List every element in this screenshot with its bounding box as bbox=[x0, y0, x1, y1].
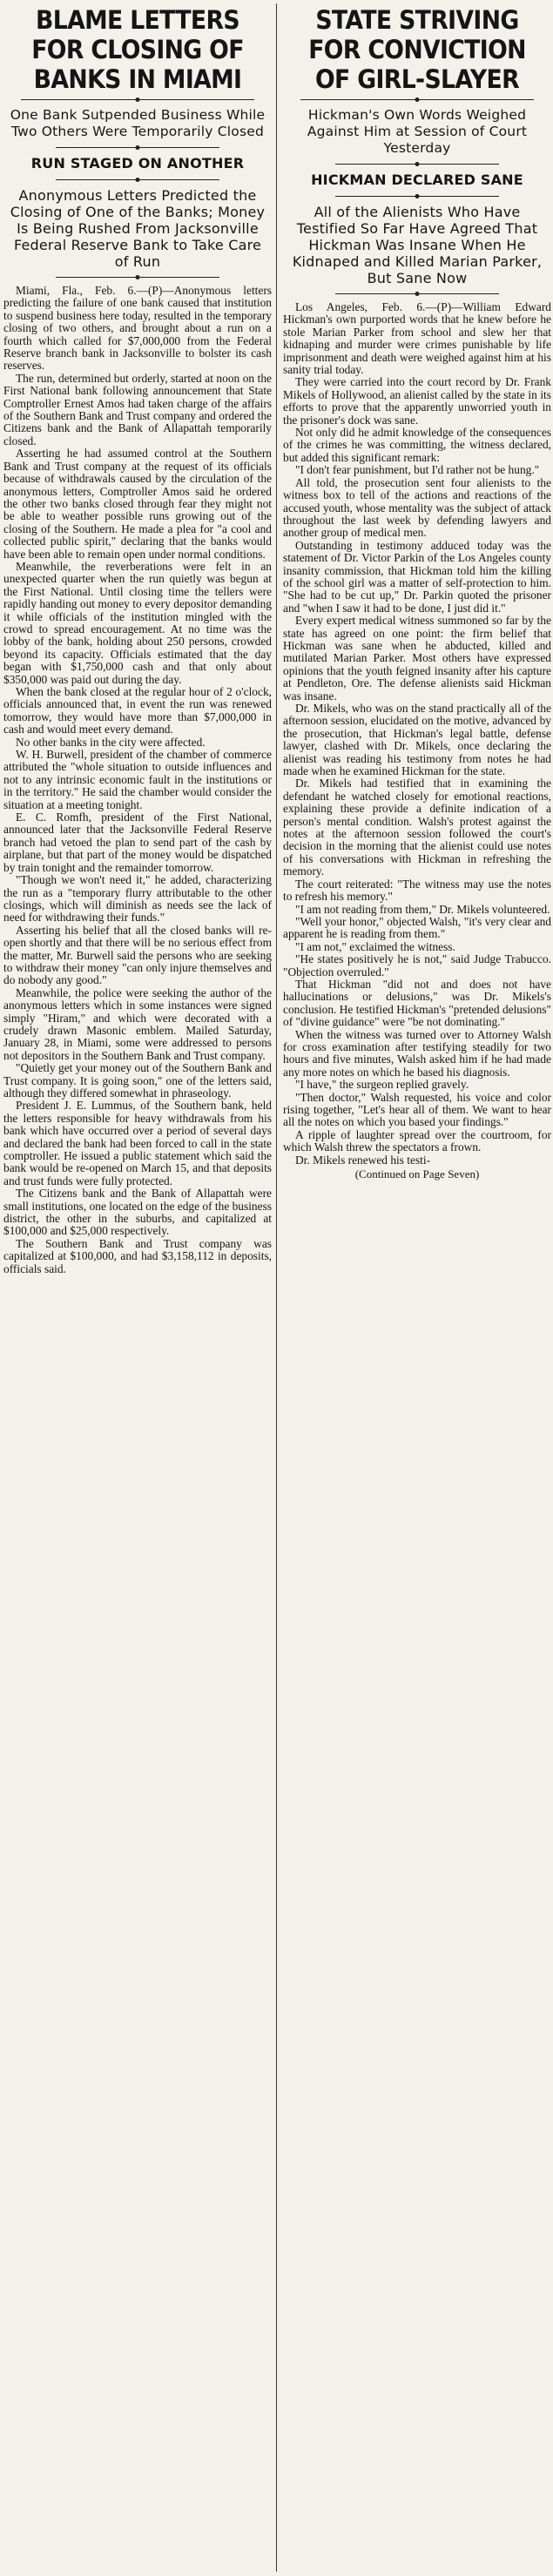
paragraph: The court reiterated: "The witness may use the notes to refresh his memory." bbox=[283, 877, 551, 904]
paragraph: W. H. Burwell, president of the chamber of commerce attributed the "whole situation to outside influences and not to any intrinsic economic fault in the institutions or in the territory." He said the chamber would consider the situation at a meeting tonight. bbox=[3, 748, 272, 811]
paragraph: "He states positively he is not," said Judge Trabucco. "Objection overruled." bbox=[283, 952, 551, 979]
paragraph: "I am not," exclaimed the witness. bbox=[295, 939, 455, 953]
paragraph: Meanwhile, the police were seeking the author of the anonymous letters which in some instances were signed simply "Hiram," and which were decorated with a crudely drawn Masonic emblem. Mailed Saturday, January 28, in Miami, some were addressed to persons not depositors in the Southern Bank and Trust company. bbox=[3, 985, 272, 1062]
paragraph: Outstanding in testimony adduced today was the statement of Dr. Victor Parkin of the Los Angeles county insanity commission, that Hickman told him the killing of the school girl was a matter of self-protection to him. "She had to be cut up," Dr. Parkin quoted the prisoner and "when I saw it had to be done, I just did it." bbox=[283, 538, 551, 615]
left-headline bbox=[3, 7, 272, 92]
paragraph: "I don't fear punishment, but I'd rather not be hung." bbox=[295, 463, 540, 477]
left-deck-2: Anonymous Letters Predicted the Closing of One of the Banks; Money Is Being Rushed From Jacksonville Federal Reserve Bank to Take Care of Run bbox=[10, 187, 266, 270]
right-subhead: HICKMAN DECLARED SANE bbox=[311, 172, 523, 188]
paragraph: E. C. Romfh, president of the First National, announced later that the Jacksonville Federal Reserve branch had vetoed the plan to send part of the cash by airplane, but that part of the money would be dispatched by train tonight and the remainder tomorrow. bbox=[3, 810, 272, 874]
paragraph: Asserting his belief that all the closed banks will re-open shortly and that there will be no serious effect from the matter, Mr. Burwell said the persons who are seeking to withdraw their money "can only injure themselves and do nobody any good." bbox=[3, 923, 272, 987]
paragraph: Dr. Mikels had testified that in examining the defendant he watched closely for emotional reactions, explaining these provide a definite indication of a person's mental condition. Walsh's protest against the notes at the afternoon session followed the court's decision in the morning that the alienist could use notes of his conversations with Hickman in refreshing the memory. bbox=[283, 777, 551, 878]
paragraph: That Hickman "did not and does not have hallucinations or delusions," was Dr. Mikels's conclusion. He testified Hickman's "pretended delusions" of "divine guidance" were "be not dominating." bbox=[283, 977, 551, 1029]
paragraph: The Southern Bank and Trust company was capitalized at $100,000, and had $3,158,112 in deposits, officials said. bbox=[3, 1236, 272, 1275]
right-deck-2: All of the Alienists Who Have Testified So Far Have Agreed That Hickman Was Insane When He Kidnaped and Killed Marian Parker, But Sane Now bbox=[292, 204, 543, 286]
divider bbox=[56, 147, 219, 148]
paragraph: Dr. Mikels, who was on the stand practically all of the afternoon session, elucidated on the motive, advanced by the prosecution, that Hickman's legal battle, defense lawyer, clashed with Dr. Mikels, once declaring the alienist was reading his testimony from notes he had made when he examined Hickman for the state. bbox=[283, 702, 551, 778]
divider bbox=[56, 277, 219, 278]
paragraph: Miami, Fla., Feb. 6.—(P)—Anonymous letters predicting the failure of one bank caused that institution to suspend business here today, resulted in the temporary closing of two others, and brought about a run on a fourth which called for $7,000,000 from the Federal Reserve branch bank in Jacksonville to bolster its cash reserves. bbox=[3, 284, 272, 373]
divider bbox=[300, 99, 534, 100]
divider bbox=[335, 164, 499, 165]
paragraph: When the bank closed at the regular hour of 2 o'clock, officials announced that, in event the run was renewed tomorrow, they would have more than $7,000,000 in cash and would meet every demand. bbox=[3, 685, 272, 736]
paragraph: The run, determined but orderly, started at noon on the First National bank following announcement that State Comptroller Ernest Amos had taken charge of the affairs of the Southern Bank and Trust company and ordered the Citizens bank and the Bank of Allapattah temporarily closed. bbox=[3, 371, 272, 447]
paragraph: The Citizens bank and the Bank of Allapattah were small institutions, one located on the edge of the business district, the other in the suburbs, and capitalized at $100,000 and $25,000 respectively. bbox=[3, 1187, 272, 1238]
paragraph: A ripple of laughter spread over the courtroom, for which Walsh threw the spectators a frown. bbox=[283, 1127, 551, 1154]
continued-note: (Continued on Page Seven) bbox=[354, 1167, 480, 1181]
right-article-body bbox=[283, 301, 551, 1167]
right-headline-line: OF GIRL-SLAYER bbox=[314, 64, 520, 94]
paragraph: "I am not reading from them," Dr. Mikels volunteered. bbox=[295, 902, 550, 916]
paragraph: When the witness was turned over to Attorney Walsh for cross examination after testifying steadily for two hours and five minutes, Walsh asked him if he had made any more notes on which he based his diagnosis. bbox=[283, 1027, 551, 1079]
left-headline-line: BANKS IN MIAMI bbox=[33, 64, 242, 94]
left-headline-line: FOR CLOSING OF bbox=[31, 35, 244, 64]
paragraph: Dr. Mikels renewed his testi- bbox=[295, 1153, 431, 1167]
left-article-body bbox=[3, 285, 272, 1275]
paragraph: "Then doctor," Walsh requested, his voice and color rising together, "Let's hear all of them. We want to hear all the notes on which you based your findings." bbox=[283, 1090, 551, 1129]
paragraph: They were carried into the court record by Dr. Frank Mikels of Hollywood, an alienist called by the state in its efforts to prove that the apparently unworried youth in the prisoner's dock was sane. bbox=[283, 375, 551, 427]
paragraph: "Well your honor," objected Walsh, "it's very clear and apparent he is reading from them." bbox=[283, 914, 551, 941]
paragraph: "Quietly get your money out of the Southern Bank and Trust company. It is going soon," one of the letters said, although they differed somewhat in phraseology. bbox=[3, 1061, 272, 1100]
right-deck: Hickman's Own Words Weighed Against Him at Session of Court Yesterday bbox=[307, 107, 528, 156]
right-article bbox=[283, 3, 551, 1180]
paragraph: Every expert medical witness summoned so far by the state has agreed on one point: the firm belief that Hickman was sane when he abducted, killed and mutilated Marian Parker. Most others have expressed opinions that the youth feigned insanity after his capture at Pendleton, Ore. The defense alienists said Hickman was insane. bbox=[283, 614, 551, 703]
paragraph: Not only did he admit knowledge of the consequences of the crimes he was committing, the witness declared, but added this significant remark: bbox=[283, 426, 551, 464]
divider bbox=[21, 99, 254, 100]
left-headline-line: BLAME LETTERS bbox=[36, 5, 239, 35]
left-article bbox=[3, 3, 272, 1275]
right-headline-line: STATE STRIVING bbox=[315, 5, 519, 35]
paragraph: "Though we won't need it," he added, characterizing the run as a "temporary flurry attributable to the other closings, which will diminish as needs see the lack of need for withdrawing their funds." bbox=[3, 873, 272, 925]
right-headline bbox=[283, 7, 551, 92]
paragraph: No other banks in the city were affected. bbox=[16, 735, 206, 749]
divider bbox=[56, 179, 219, 180]
divider bbox=[335, 196, 499, 197]
paragraph: President J. E. Lummus, of the Southern bank, held the letters responsible for heavy withdrawals from his bank which have occurred over a period of several days and declared the bank had been forced to call in the state comptroller. He issued a public statement which said the bank would be re-opened on March 15, and that deposits and trust funds were fully protected. bbox=[3, 1099, 272, 1187]
left-subhead: RUN STAGED ON ANOTHER bbox=[30, 155, 245, 172]
right-headline-line: FOR CONVICTION bbox=[308, 35, 526, 64]
paragraph: "I have," the surgeon replied gravely. bbox=[295, 1078, 469, 1092]
paragraph: Meanwhile, the reverberations were felt in an unexpected quarter when the run quietly was begun at the First National. Until closing time the tellers were rapidly handing out money to every depositor demanding it while officials of the institution mingled with the crowd to spread encouragement. At no time was the lobby of the bank, holding about 250 persons, crowded beyond its capacity. Officials estimated that the day began with $1,750,000 cash and that only about $350,000 was paid out during the day. bbox=[3, 559, 272, 686]
paragraph: All told, the prosecution sent four alienists to the witness box to tell of the actions and reactions of the accused youth, whose mentality was the subject of attack throughout the last week by defending lawyers and another group of medical men. bbox=[283, 475, 551, 540]
paragraph: Los Angeles, Feb. 6.—(P)—William Edward Hickman's own purported words that he knew before he stole Marian Parker from school and slew her that kidnaping and murder were crimes punishable by life imprisonment and death were weighed against him at his sanity trial today. bbox=[283, 300, 551, 377]
divider bbox=[335, 293, 499, 294]
column-rule bbox=[276, 3, 277, 2572]
paragraph: Asserting he had assumed control at the Southern Bank and Trust company at the request of its officials because of withdrawals caused by the circulation of the anonymous letters, Comptroller Amos said he ordered the other two banks closed through fear they might not be able to weather possible runs growing out of the closing of the Southern. He made a plea for "a cool and collected public spirit," declaring that the banks would have been able to remain open under normal conditions. bbox=[3, 447, 272, 561]
left-deck: One Bank Sutpended Business While Two Others Were Temporarily Closed bbox=[10, 107, 266, 139]
